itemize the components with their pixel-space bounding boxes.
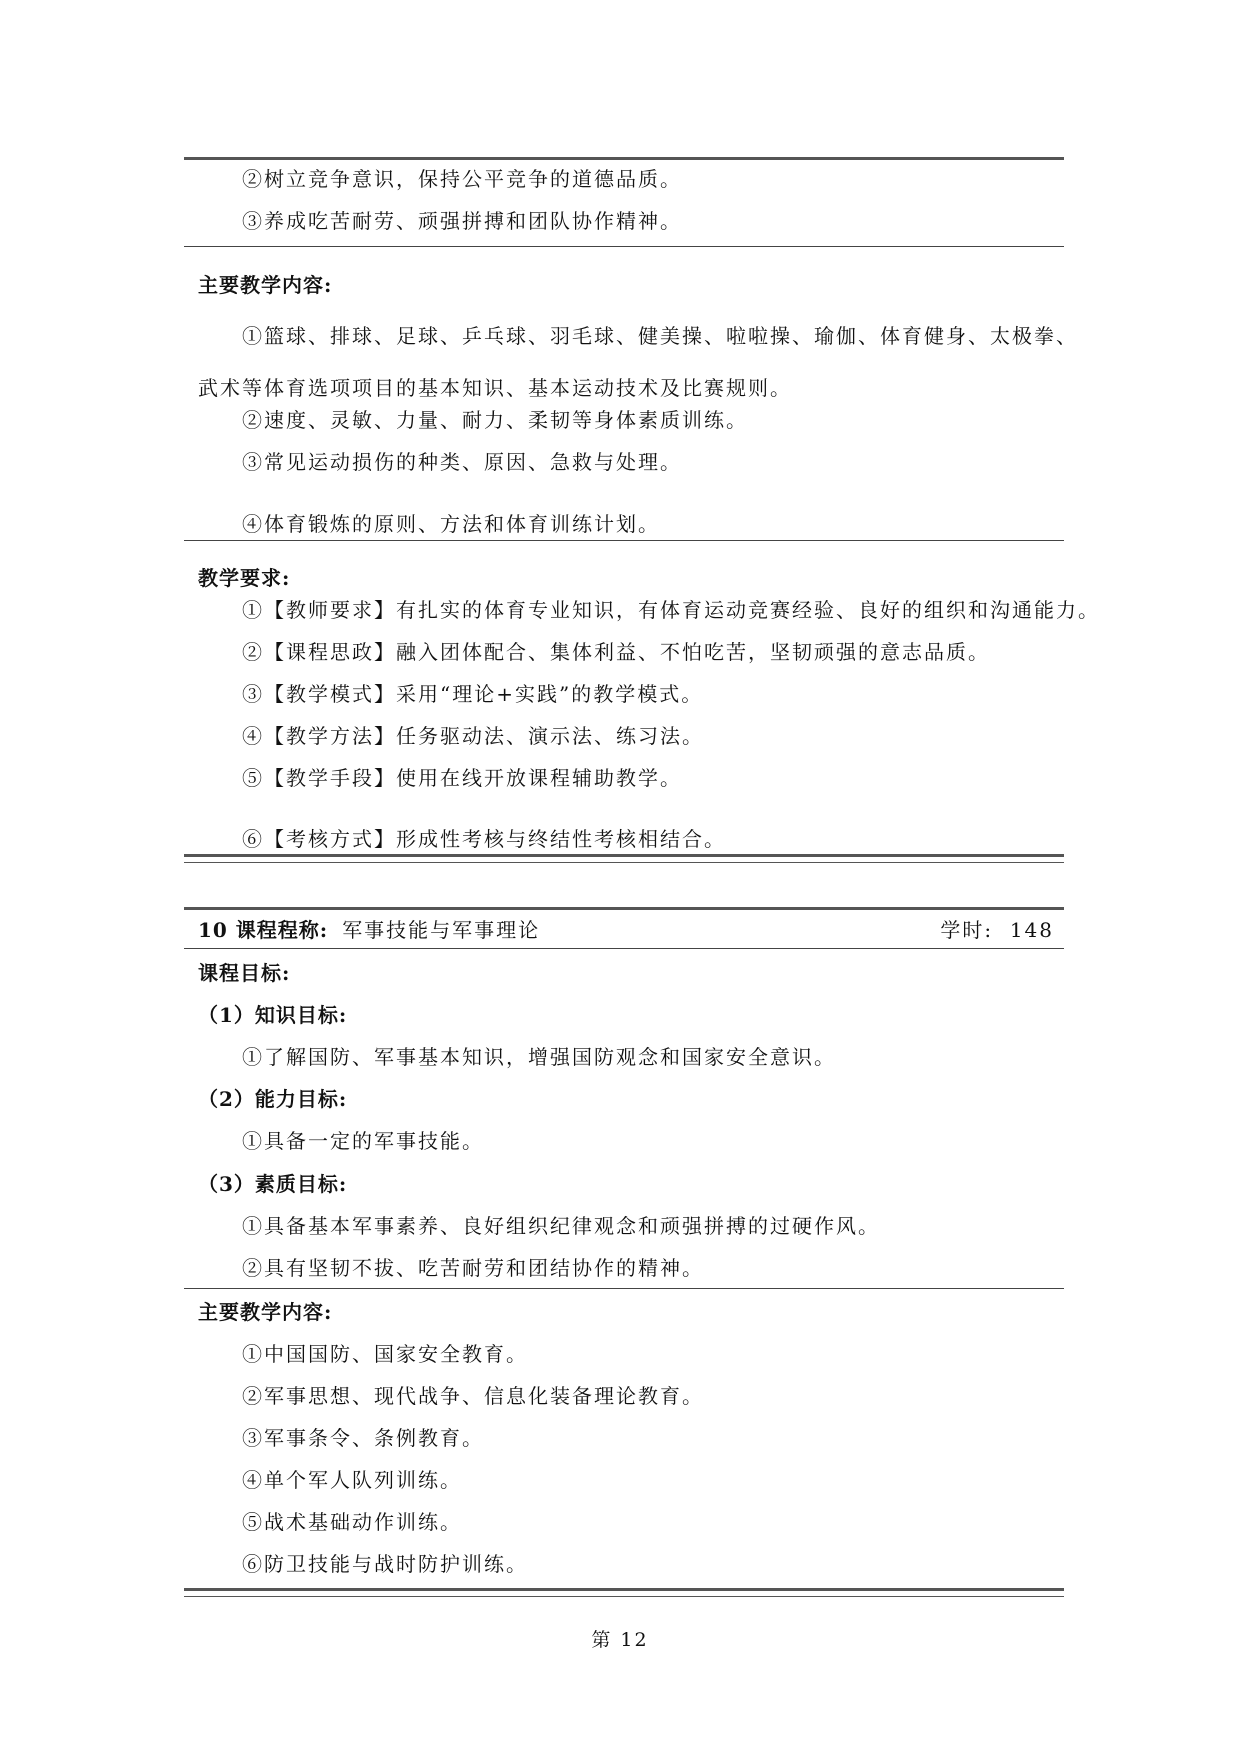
req-item-6: ⑥【考核方式】形成性考核与终结性考核相结合。 — [242, 827, 726, 851]
table-top-border — [184, 157, 1064, 160]
req-item-1: ①【教师要求】有扎实的体育专业知识，有体育运动竞赛经验、良好的组织和沟通能力。 — [242, 598, 1100, 622]
content-item-2: ②速度、灵敏、力量、耐力、柔韧等身体素质训练。 — [242, 408, 748, 432]
content-item-5: ⑤战术基础动作训练。 — [242, 1510, 462, 1534]
goal-heading: 课程目标: — [198, 961, 291, 985]
hours-label: 学时: — [940, 918, 994, 942]
ability-item-1: ①具备一定的军事技能。 — [242, 1129, 484, 1153]
knowledge-item-1: ①了解国防、军事基本知识，增强国防观念和国家安全意识。 — [242, 1045, 836, 1069]
row-divider — [184, 540, 1064, 541]
content-heading: 主要教学内容: — [198, 273, 333, 297]
table-bottom-border — [184, 1588, 1064, 1597]
course-name-value: 军事技能与军事理论 — [342, 918, 541, 942]
content-item-4: ④体育锻炼的原则、方法和体育训练计划。 — [242, 512, 660, 536]
req-item-4: ④【教学方法】任务驱动法、演示法、练习法。 — [242, 724, 704, 748]
ability-heading: （2）能力目标: — [198, 1087, 348, 1111]
content-item-4: ④单个军人队列训练。 — [242, 1468, 462, 1492]
quality-heading: （3）素质目标: — [198, 1172, 348, 1196]
req-heading: 教学要求: — [198, 566, 291, 590]
knowledge-heading: （1）知识目标: — [198, 1003, 348, 1027]
table-top-border — [184, 907, 1064, 910]
course-hours — [940, 914, 1054, 943]
content-item-3: ③常见运动损伤的种类、原因、急救与处理。 — [242, 450, 682, 474]
page-number: 第 12 — [591, 1629, 649, 1651]
content-item-1b: 武术等体育选项项目的基本知识、基本运动技术及比赛规则。 — [198, 376, 792, 400]
content-item-1: ①中国国防、国家安全教育。 — [242, 1342, 528, 1366]
row-divider — [184, 1288, 1064, 1289]
course-name-label: 10 课程程称: — [198, 918, 329, 942]
row-divider — [184, 246, 1064, 247]
quality-item-2: ②树立竞争意识，保持公平竞争的道德品质。 — [242, 167, 682, 191]
quality-item-1: ①具备基本军事素养、良好组织纪律观念和顽强拼搏的过硬作风。 — [242, 1214, 880, 1238]
quality-item-3: ③养成吃苦耐劳、顽强拼搏和团队协作精神。 — [242, 209, 682, 233]
hours-value: 148 — [1009, 918, 1054, 942]
content-item-6: ⑥防卫技能与战时防护训练。 — [242, 1552, 528, 1576]
table-bottom-border — [184, 854, 1064, 863]
row-divider — [184, 948, 1064, 949]
req-item-3: ③【教学模式】采用“理论+实践”的教学模式。 — [242, 682, 704, 706]
content-item-3: ③军事条令、条例教育。 — [242, 1426, 484, 1450]
quality-item-2: ②具有坚韧不拔、吃苦耐劳和团结协作的精神。 — [242, 1256, 704, 1280]
course-title-row — [198, 914, 1054, 943]
req-item-5: ⑤【教学手段】使用在线开放课程辅助教学。 — [242, 766, 682, 790]
content-item-1a: ①篮球、排球、足球、乒乓球、羽毛球、健美操、啦啦操、瑜伽、体育健身、太极拳、 — [242, 324, 1078, 348]
content-heading: 主要教学内容: — [198, 1300, 333, 1324]
content-item-2: ②军事思想、现代战争、信息化装备理论教育。 — [242, 1384, 704, 1408]
req-item-2: ②【课程思政】融入团体配合、集体利益、不怕吃苦，坚韧顽强的意志品质。 — [242, 640, 990, 664]
